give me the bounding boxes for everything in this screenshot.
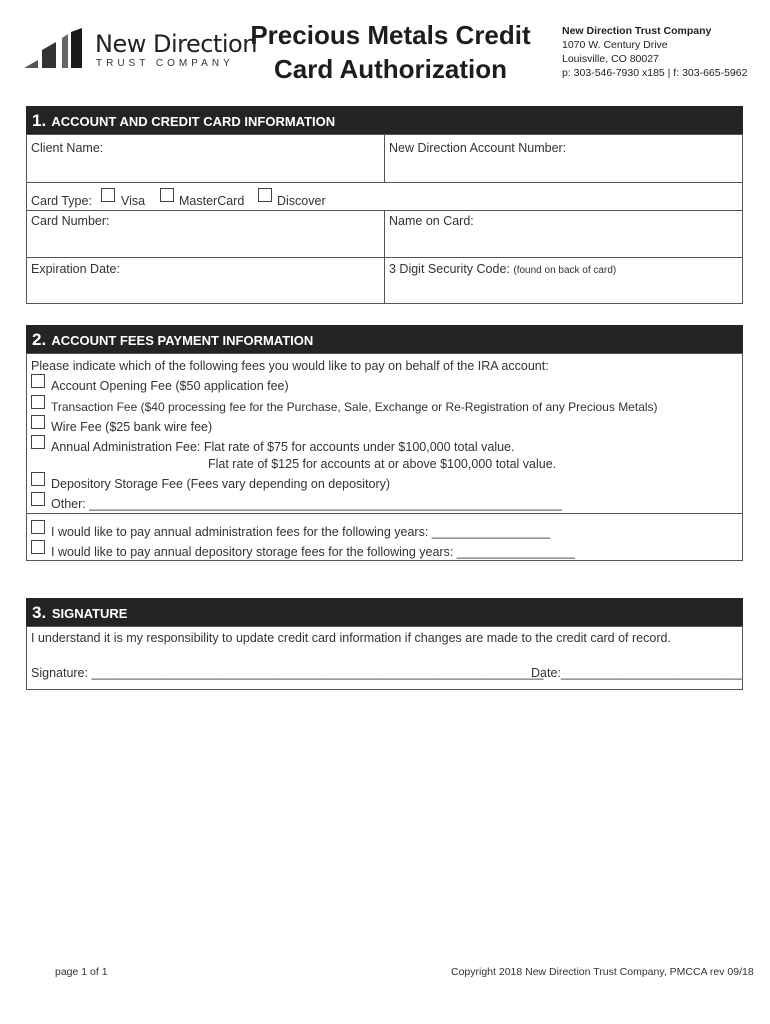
years-admin-checkbox[interactable] [31, 520, 45, 534]
fee-other-checkbox[interactable] [31, 492, 45, 506]
years-storage-checkbox[interactable] [31, 540, 45, 554]
company-logo-icon [24, 28, 82, 72]
section2-header [26, 325, 743, 353]
fee-other-label: Other: ____________________________________________________________________ [51, 497, 562, 511]
fees-intro: Please indicate which of the following fees you would like to pay on behalf of the IRA account: [31, 359, 549, 373]
years-admin-label: I would like to pay annual administration fees for the following years: _________________ [51, 525, 550, 539]
mastercard-checkbox[interactable] [160, 188, 174, 202]
fee-opening-checkbox[interactable] [31, 374, 45, 388]
fee-wire-label: Wire Fee ($25 bank wire fee) [51, 420, 213, 434]
account-number-field[interactable] [387, 158, 739, 180]
page-number: page 1 of 1 [55, 966, 108, 978]
visa-checkbox[interactable] [101, 188, 115, 202]
section3-header [26, 598, 743, 626]
security-code-field[interactable] [387, 279, 739, 301]
title-line-2: Card Authorization [273, 54, 508, 84]
fee-admin-label-2: Flat rate of $125 for accounts at or above $100,000 total value. [208, 457, 557, 471]
section2-box [26, 353, 743, 561]
name-on-card-label: Name on Card: [389, 214, 474, 228]
fee-transaction-label: Transaction Fee ($40 processing fee for the Purchase, Sale, Exchange or Re-Registration of any Precious Metals) [51, 400, 658, 414]
section2-title: ACCOUNT FEES PAYMENT INFORMATION [51, 333, 314, 348]
card-number-label: Card Number: [31, 214, 110, 228]
date-field[interactable]: Date:__________________________ [531, 666, 742, 680]
section1-box [26, 134, 743, 304]
logo-name: New Direction [95, 30, 257, 58]
discover-label: Discover [277, 194, 326, 208]
section3-number: 3. [32, 603, 47, 622]
fee-storage-checkbox[interactable] [31, 472, 45, 486]
security-code-label [389, 262, 616, 276]
client-name-field[interactable] [29, 158, 381, 180]
company-phone: p: 303-546-7930 x185 | f: 303-665-5962 [562, 67, 748, 79]
section3-title: SIGNATURE [51, 606, 128, 621]
company-address-2: Louisville, CO 80027 [562, 53, 659, 65]
fee-opening-label: Account Opening Fee ($50 application fee) [51, 379, 289, 393]
name-on-card-field[interactable] [387, 231, 739, 253]
section1-header [26, 106, 743, 134]
company-address-1: 1070 W. Century Drive [562, 39, 668, 51]
fee-transaction-checkbox[interactable] [31, 395, 45, 409]
company-contact [562, 24, 747, 80]
copyright: Copyright 2018 New Direction Trust Company, PMCCA rev 09/18 [451, 966, 754, 978]
title-line-1: Precious Metals Credit [250, 20, 531, 50]
discover-checkbox[interactable] [258, 188, 272, 202]
fee-admin-label: Annual Administration Fee: Flat rate of $75 for accounts under $100,000 total value. [51, 440, 515, 454]
signature-statement: I understand it is my responsibility to update credit card information if changes are made to the credit card of record. [31, 631, 671, 645]
card-number-field[interactable] [29, 231, 381, 253]
expiration-field[interactable] [29, 279, 381, 301]
section3-box [26, 626, 743, 690]
fee-admin-checkbox[interactable] [31, 435, 45, 449]
page-title [238, 18, 543, 86]
security-code-note: (found on back of card) [513, 265, 617, 276]
card-type-label: Card Type: [31, 194, 92, 208]
fee-wire-checkbox[interactable] [31, 415, 45, 429]
client-name-label: Client Name: [31, 141, 104, 155]
visa-label: Visa [121, 194, 146, 208]
mastercard-label: MasterCard [179, 194, 245, 208]
section1-number: 1. [32, 111, 47, 130]
account-number-label: New Direction Account Number: [389, 141, 567, 155]
expiration-label: Expiration Date: [31, 262, 120, 276]
years-storage-label: I would like to pay annual depository storage fees for the following years: _________________ [51, 545, 575, 559]
security-code-text: 3 Digit Security Code: [389, 262, 510, 276]
section2-number: 2. [32, 330, 47, 349]
signature-field[interactable]: Signature: _________________________________________________________________ [31, 666, 544, 680]
section1-title: ACCOUNT AND CREDIT CARD INFORMATION [51, 114, 336, 129]
company-name: New Direction Trust Company [562, 25, 712, 37]
fee-storage-label: Depository Storage Fee (Fees vary depending on depository) [51, 477, 391, 491]
logo-subtitle: TRUST COMPANY [96, 58, 234, 69]
